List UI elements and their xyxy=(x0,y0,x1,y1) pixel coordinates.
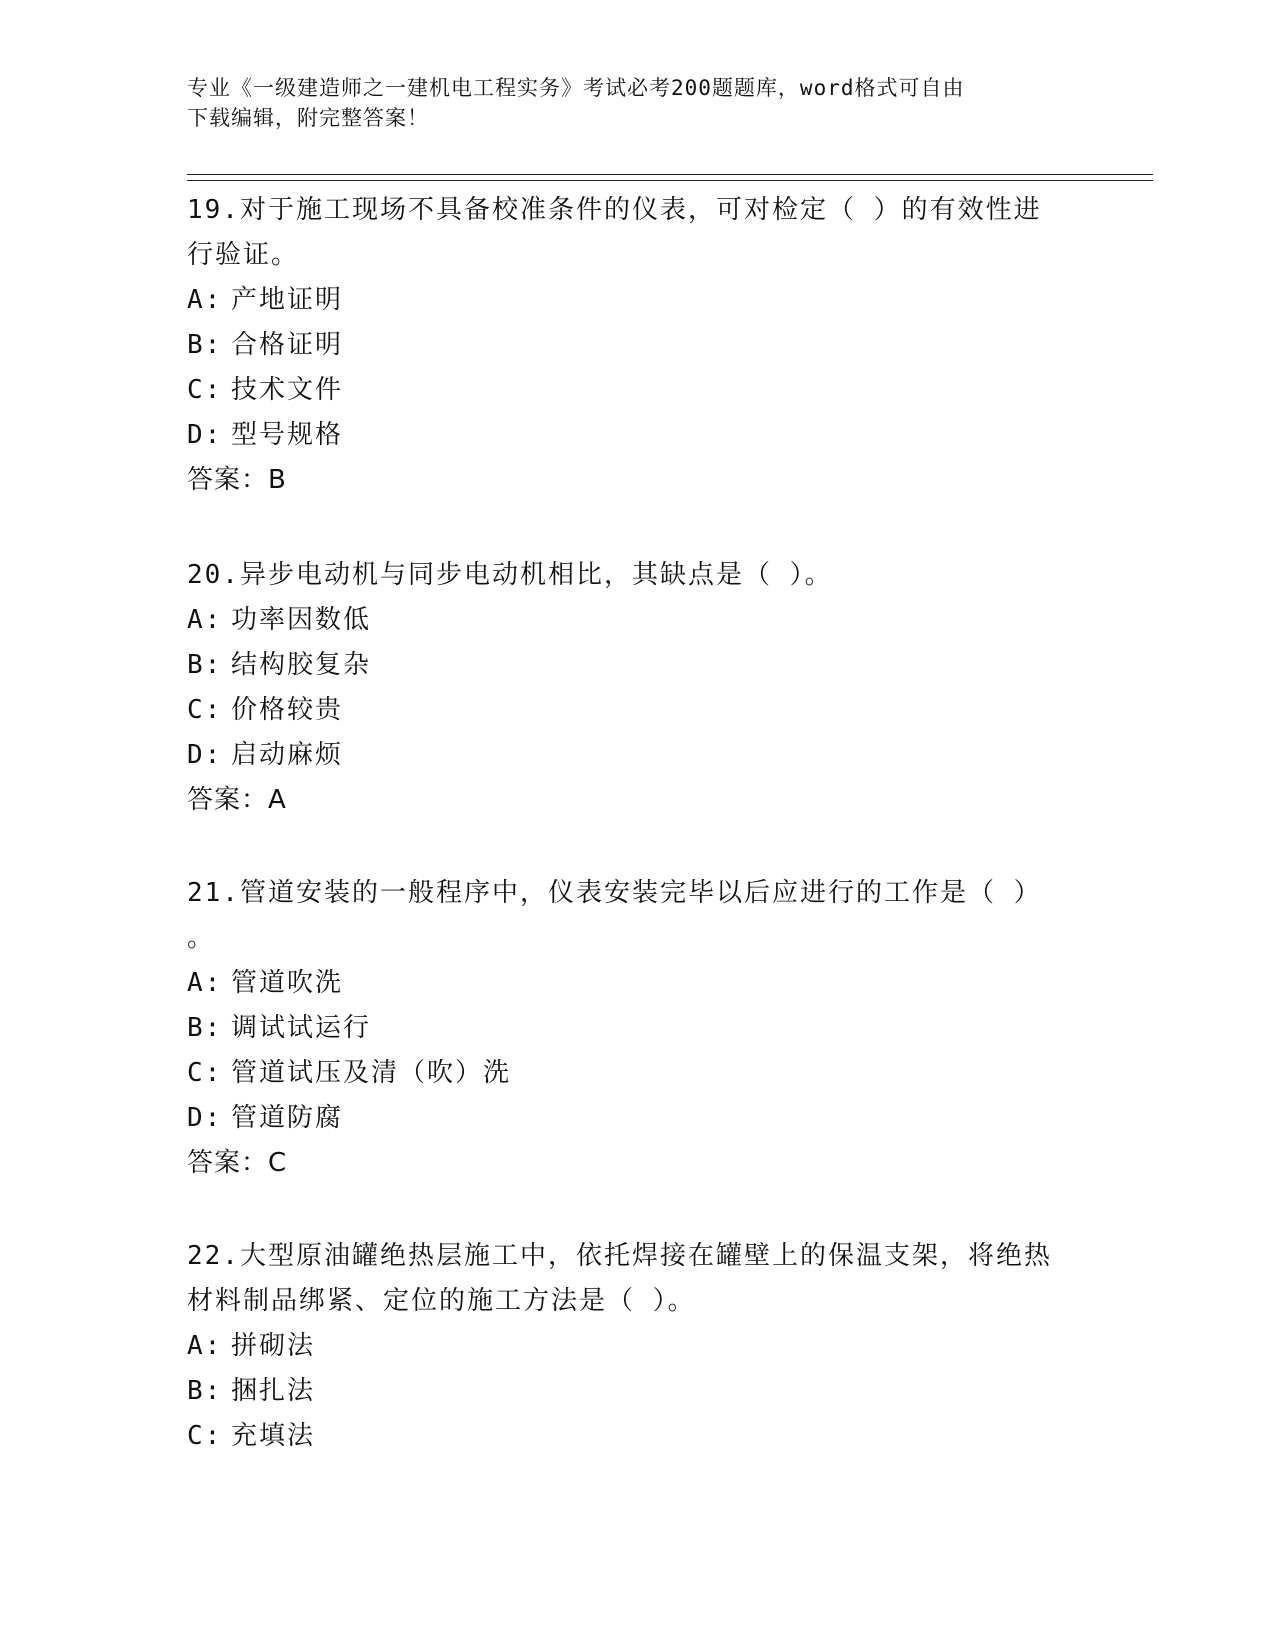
option-b xyxy=(187,323,1067,368)
option-key: A: xyxy=(187,605,223,635)
header-line-1: 专业《一级建造师之一建机电工程实务》考试必考200题题库，word格式可自由 xyxy=(187,76,965,100)
option-key: A: xyxy=(187,285,223,315)
question-stem: 20.异步电动机与同步电动机相比，其缺点是（ ）。 xyxy=(187,560,833,590)
question-stem: 21.管道安装的一般程序中，仪表安装完毕以后应进行的工作是（ ） xyxy=(187,878,1042,908)
question-22 xyxy=(187,1234,1067,1459)
question-stem: 22.大型原油罐绝热层施工中，依托焊接在罐壁上的保温支架，将绝热 xyxy=(187,1241,1052,1271)
question-20 xyxy=(187,553,1067,823)
answer-line: 答案：A xyxy=(187,785,287,815)
question-21 xyxy=(187,871,1067,1186)
option-text: 调试试运行 xyxy=(231,1013,372,1043)
option-a xyxy=(187,598,1067,643)
question-stem: 19.对于施工现场不具备校准条件的仪表，可对检定（ ）的有效性进 xyxy=(187,195,1042,225)
header-line-2: 下载编辑，附完整答案！ xyxy=(187,106,429,130)
option-text: 管道吹洗 xyxy=(231,968,344,998)
question-stem-continued: 材料制品绑紧、定位的施工方法是（ ）。 xyxy=(187,1286,696,1316)
question-stem-continued: 。 xyxy=(187,923,216,953)
option-key: A: xyxy=(187,968,223,998)
option-d xyxy=(187,1096,1067,1141)
option-c xyxy=(187,688,1067,733)
option-key: D: xyxy=(187,740,223,770)
option-key: C: xyxy=(187,1421,223,1451)
option-text: 合格证明 xyxy=(231,330,344,360)
option-c xyxy=(187,368,1067,413)
option-key: B: xyxy=(187,1376,223,1406)
option-text: 功率因数低 xyxy=(231,605,372,635)
option-text: 结构胶复杂 xyxy=(231,650,372,680)
option-key: B: xyxy=(187,330,223,360)
option-text: 管道试压及清（吹）洗 xyxy=(231,1058,512,1088)
option-key: A: xyxy=(187,1331,223,1361)
option-text: 充填法 xyxy=(231,1421,316,1451)
question-19 xyxy=(187,188,1067,503)
option-b xyxy=(187,1369,1067,1414)
option-text: 价格较贵 xyxy=(231,695,344,725)
option-text: 捆扎法 xyxy=(231,1376,316,1406)
option-text: 型号规格 xyxy=(231,420,344,450)
option-key: D: xyxy=(187,1103,223,1133)
option-text: 技术文件 xyxy=(231,375,344,405)
header-rule-top xyxy=(187,174,1153,175)
option-b xyxy=(187,1006,1067,1051)
option-a xyxy=(187,278,1067,323)
option-a xyxy=(187,961,1067,1006)
option-b xyxy=(187,643,1067,688)
option-c xyxy=(187,1414,1067,1459)
option-key: C: xyxy=(187,695,223,725)
option-d xyxy=(187,413,1067,458)
option-text: 拼砌法 xyxy=(231,1331,316,1361)
option-text: 管道防腐 xyxy=(231,1103,344,1133)
option-a xyxy=(187,1324,1067,1369)
option-key: B: xyxy=(187,650,223,680)
option-text: 产地证明 xyxy=(231,285,344,315)
option-c xyxy=(187,1051,1067,1096)
option-text: 启动麻烦 xyxy=(231,740,344,770)
option-key: C: xyxy=(187,1058,223,1088)
question-stem-continued: 行验证。 xyxy=(187,240,300,270)
option-key: B: xyxy=(187,1013,223,1043)
document-header xyxy=(187,73,1067,133)
option-d xyxy=(187,733,1067,778)
header-rule-bottom xyxy=(187,180,1153,181)
option-key: D: xyxy=(187,420,223,450)
option-key: C: xyxy=(187,375,223,405)
answer-line: 答案：C xyxy=(187,1148,288,1178)
answer-line: 答案：B xyxy=(187,465,287,495)
